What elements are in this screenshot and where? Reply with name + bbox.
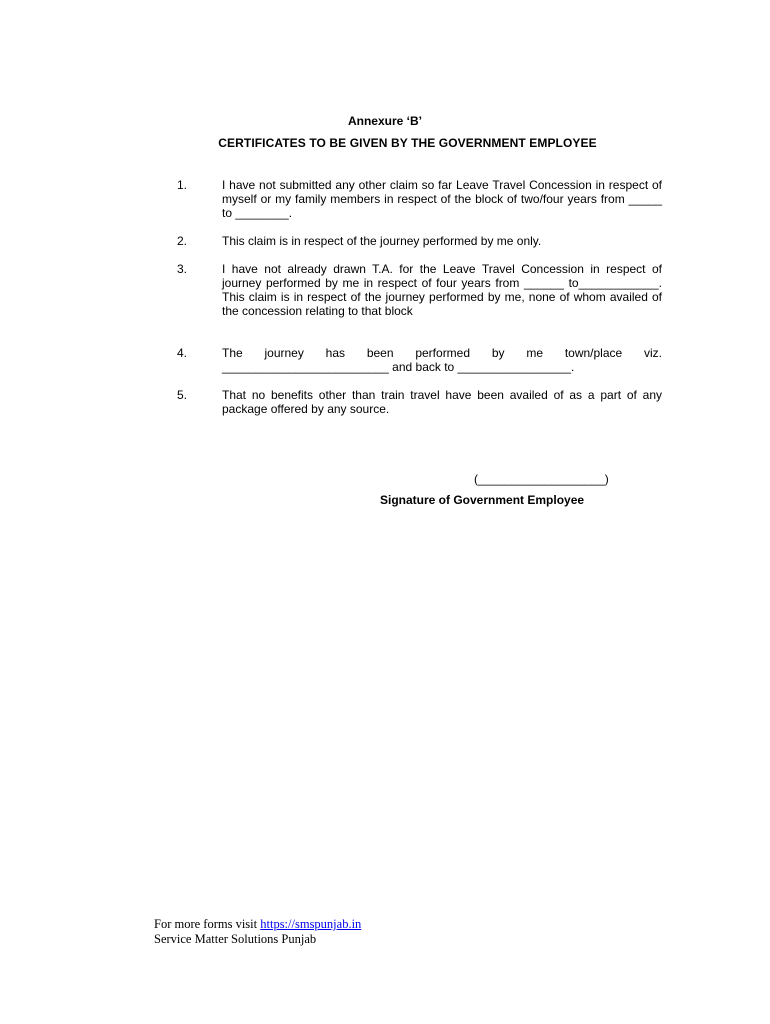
item-number: 4. [177, 346, 188, 360]
item-text: The journey has been performed by me town/place viz. _________________________ and back to _________________. [222, 346, 662, 374]
signature-label: Signature of Government Employee [380, 493, 585, 507]
item-text: This claim is in respect of the journey performed by me only. [222, 234, 542, 248]
footer [154, 917, 361, 947]
item-text: I have not submitted any other claim so far Leave Travel Concession in respect of myself or my family members in respect of the block of two/four years from _____ to ________. [222, 178, 662, 220]
item-number: 5. [177, 388, 188, 402]
item-number: 1. [177, 178, 188, 192]
certificate-heading: CERTIFICATES TO BE GIVEN BY THE GOVERNMENT EMPLOYEE [218, 136, 597, 150]
annexure-title: Annexure ‘B’ [347, 114, 422, 128]
footer-line-2: Service Matter Solutions Punjab [154, 932, 317, 946]
item-text: That no benefits other than train travel have been availed of as a part of any package offered by any source. [222, 388, 662, 416]
item-text: I have not already drawn T.A. for the Leave Travel Concession in respect of journey performed by me in respect of four years from ______ to____________. This claim is in respect of the journey performed by me, none of whom availed of the concession relating to that block [222, 262, 662, 318]
footer-line-1 [154, 917, 361, 932]
item-number: 3. [177, 262, 188, 276]
item-number: 2. [177, 234, 188, 248]
footer-link[interactable]: https://smspunjab.in [260, 917, 362, 931]
signature-line: (___________________) [474, 472, 609, 486]
footer-prefix: For more forms visit [154, 917, 261, 931]
